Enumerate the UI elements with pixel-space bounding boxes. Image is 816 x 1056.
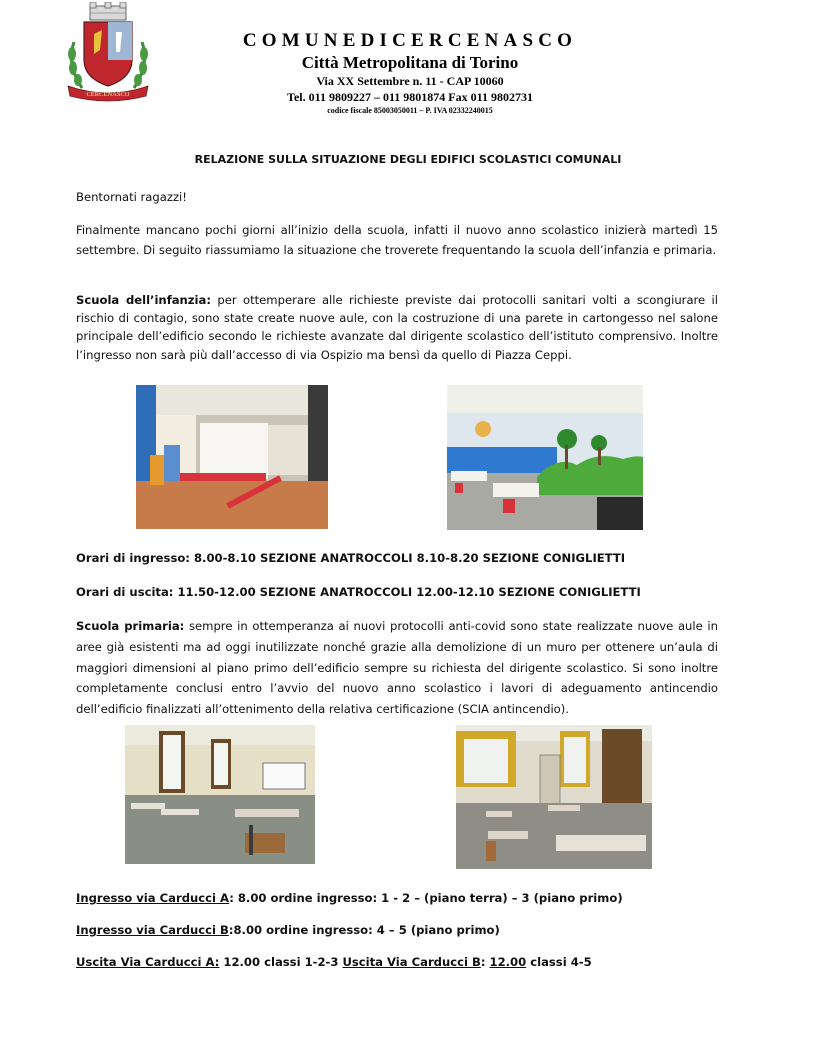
infanzia-text: per ottemperare alle richieste previste dai protocolli sanitari volti a scongiurare il rischio di contagio, sono state create nuove aule, con la costruzione di una parete in cartongesso nel salone principale dell’edificio secondo le richieste avanzate dal dirigente scolastico dell’istituto comprensivo. Inoltre l’ingresso non sarà più dall’accesso di via Ospizio ma bensì da quello di Piazza Ceppi. bbox=[76, 293, 718, 362]
photo-primaria-classroom-2 bbox=[456, 725, 652, 869]
crest-banner-text: CERCENASCO bbox=[86, 91, 130, 98]
primaria-text: sempre in ottemperanza ai nuovi protocolli anti-covid sono state realizzate nuove aule in aree già esistenti ma ad oggi inutilizzate nonché grazie alla demolizione di un muro per ottenere un’aula di maggiori dimensioni al piano primo dell’edificio sempre su richiesta del dirigente scolastico. Si sono inoltre completamente conclusi entro l’avvio del nuovo anno scolastico i lavori di adeguamento antincendio dell’edificio finalizzati all’ottenimento della relativa certificazione (SCIA antincendio). bbox=[76, 619, 718, 717]
ingresso-carducci-b-label: Ingresso via Carducci B bbox=[76, 923, 229, 937]
orari-uscita-infanzia: Orari di uscita: 11.50-12.00 SEZIONE ANATROCCOLI 12.00-12.10 SEZIONE CONIGLIETTI bbox=[76, 585, 641, 599]
uscita-carducci-b-label: Uscita Via Carducci B bbox=[342, 955, 481, 969]
uscita-carducci-b-text: classi 4-5 bbox=[526, 955, 592, 969]
primaria-paragraph bbox=[76, 616, 718, 720]
ingresso-carducci-a bbox=[76, 891, 623, 905]
uscita-carducci-a-label: Uscita Via Carducci A: bbox=[76, 955, 220, 969]
uscite-carducci bbox=[76, 955, 592, 969]
comune-name: COMUNEDICERCENASCO bbox=[242, 30, 578, 51]
photo-infanzia-classroom bbox=[447, 385, 643, 530]
ingresso-carducci-a-label: Ingresso via Carducci A bbox=[76, 891, 230, 905]
orari-ingresso-infanzia: Orari di ingresso: 8.00-8.10 SEZIONE ANATROCCOLI 8.10-8.20 SEZIONE CONIGLIETTI bbox=[76, 551, 626, 565]
primaria-label: Scuola primaria: bbox=[76, 619, 185, 633]
photo-infanzia-partition bbox=[136, 385, 328, 529]
uscita-carducci-a-text: 12.00 classi 1-2-3 bbox=[219, 955, 343, 969]
phone-fax: Tel. 011 9809227 – 011 9801874 Fax 011 9802731 bbox=[287, 90, 533, 104]
address: Via XX Settembre n. 11 - CAP 10060 bbox=[316, 74, 504, 88]
ingresso-carducci-b bbox=[76, 923, 500, 937]
uscita-carducci-b-time: 12.00 bbox=[489, 955, 527, 969]
coat-of-arms-logo bbox=[60, 2, 156, 102]
greeting: Bentornati ragazzi! bbox=[76, 190, 187, 204]
ingresso-carducci-a-text: : 8.00 ordine ingresso: 1 - 2 – (piano terra) – 3 (piano primo) bbox=[229, 891, 623, 905]
intro-paragraph: Finalmente mancano pochi giorni all’inizio della scuola, infatti il nuovo anno scolastico inizierà martedì 15 settembre. Di seguito riassumiamo la situazione che troverete frequentando la scuola dell’infanzia e primaria. bbox=[76, 223, 718, 257]
document-title: RELAZIONE SULLA SITUAZIONE DEGLI EDIFICI SCOLASTICI COMUNALI bbox=[194, 153, 622, 166]
tax-codes: codice fiscale 85003050011 – P. IVA 02332240015 bbox=[327, 106, 493, 115]
uscita-carducci-b-sep: : bbox=[480, 955, 490, 969]
ingresso-carducci-b-text: :8.00 ordine ingresso: 4 – 5 (piano primo) bbox=[228, 923, 500, 937]
infanzia-paragraph bbox=[76, 291, 718, 364]
citta-metropolitana: Città Metropolitana di Torino bbox=[301, 53, 519, 72]
infanzia-label: Scuola dell’infanzia: bbox=[76, 293, 211, 307]
photo-primaria-classroom-1 bbox=[125, 725, 315, 864]
